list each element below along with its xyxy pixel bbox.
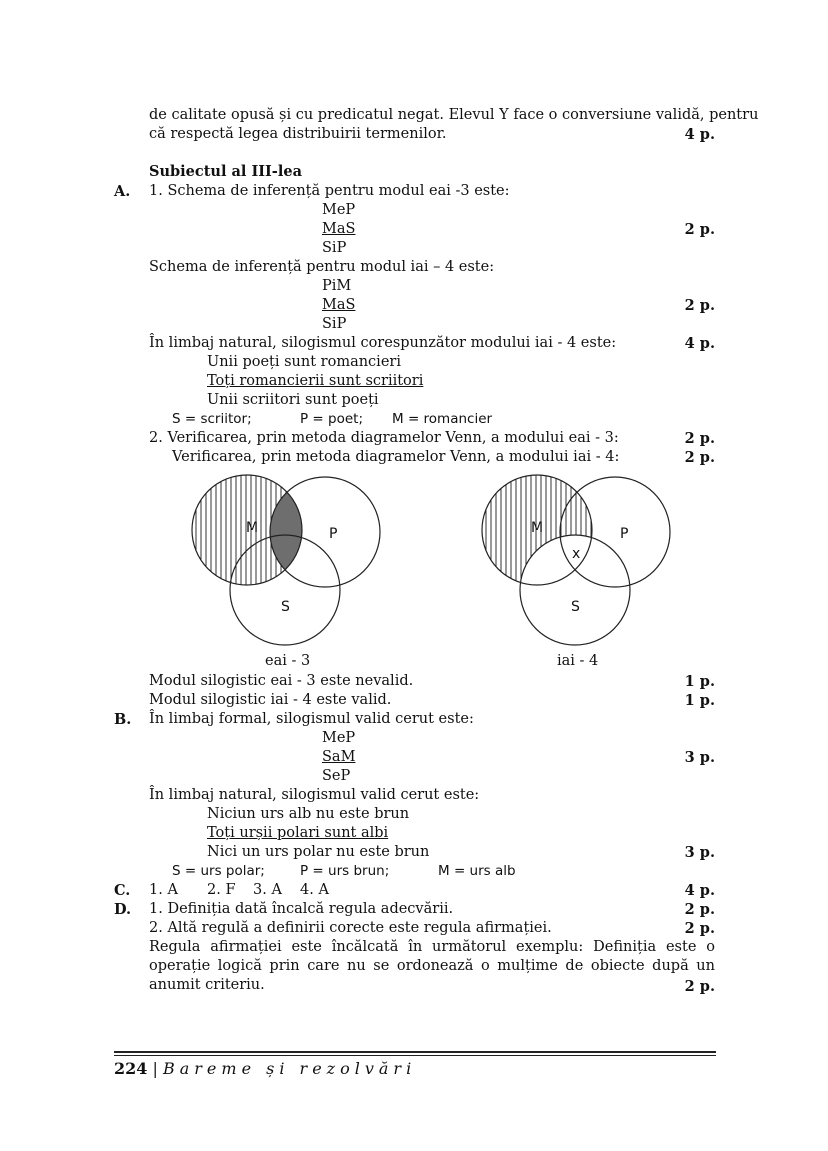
iai4-premise-major: PiM: [322, 278, 352, 294]
a-conclusion-2-points: 1 p.: [684, 692, 715, 709]
a-q2-line-1: 2. Verificarea, prin metoda diagramelor Venn, a modului eai - 3:: [149, 430, 619, 446]
b-natural-line-3: Nici un urs polar nu este brun: [207, 844, 430, 860]
label-p: P: [329, 526, 338, 542]
a-natural-intro: În limbaj natural, silogismul corespunzător modului iai - 4 este:: [149, 335, 617, 351]
d-points-1: 2 p.: [684, 901, 715, 918]
footer-title: Bareme și rezolvări: [162, 1059, 417, 1078]
b-natural-line-1: Niciun urs alb nu este brun: [207, 806, 410, 822]
b-natural-intro: În limbaj natural, silogismul valid cerut este:: [149, 787, 480, 803]
iai4-points: 2 p.: [684, 297, 715, 314]
c-answer-1: 1. A: [149, 882, 178, 898]
section-d-marker: D.: [114, 901, 132, 918]
footer-separator: |: [152, 1059, 158, 1078]
a-q2-line-2: Verificarea, prin metoda diagramelor Venn, a modului iai - 4:: [172, 449, 620, 465]
eai3-premise-minor: MaS: [322, 221, 356, 237]
venn-diagram-eai3: [190, 472, 390, 652]
b-natural-line-2: Toți urșii polari sunt albi: [207, 825, 389, 841]
intro-points: 4 p.: [684, 126, 715, 143]
eai3-conclusion: SiP: [322, 240, 347, 256]
section-b-marker: B.: [114, 711, 132, 728]
iai4-premise-minor: MaS: [322, 297, 356, 313]
existence-mark-x: x: [572, 546, 581, 562]
intro-line-1: de calitate opusă și cu predicatul negat. Elevul Y face o conversiune validă, pentru: [149, 107, 759, 123]
c-answer-3: 3. A: [253, 882, 282, 898]
a-natural-line-1: Unii poeți sunt romancieri: [207, 354, 401, 370]
a-q2-points-2: 2 p.: [684, 449, 715, 466]
b-premise-minor: SaM: [322, 749, 356, 765]
a-q2-points-1: 2 p.: [684, 430, 715, 447]
venn-caption-eai3: eai - 3: [265, 653, 311, 669]
c-points: 4 p.: [684, 882, 715, 899]
b-formal-intro: În limbaj formal, silogismul valid cerut este:: [149, 711, 474, 727]
eai3-premise-major: MeP: [322, 202, 356, 218]
label-p: P: [620, 526, 629, 542]
d-points-3: 2 p.: [684, 978, 715, 995]
footer-rule: [114, 1051, 716, 1053]
a-natural-line-2: Toți romancierii sunt scriitori: [207, 373, 424, 389]
label-s: S: [571, 599, 580, 615]
b-term-s: S = urs polar;: [172, 863, 265, 879]
a-term-s: S = scriitor;: [172, 411, 252, 427]
label-m: M: [246, 520, 259, 536]
b-scheme-points: 3 p.: [684, 749, 715, 766]
b-conclusion: SeP: [322, 768, 351, 784]
a-term-p: P = poet;: [300, 411, 364, 427]
eai3-points: 2 p.: [684, 221, 715, 238]
iai4-conclusion: SiP: [322, 316, 347, 332]
a-natural-points: 4 p.: [684, 335, 715, 352]
a-natural-line-3: Unii scriitori sunt poeți: [207, 392, 379, 408]
b-natural-points: 3 p.: [684, 844, 715, 861]
d-paragraph: Regula afirmației este încălcată în următorul exemplu: Definiția este o operație logică prin care nu se ordonează o mulțime de obiecte după un anumit criteriu.: [149, 939, 715, 993]
label-m: M: [531, 520, 544, 536]
c-answer-2: 2. F: [207, 882, 236, 898]
intro-line-2: că respectă legea distribuirii termenilor.: [149, 126, 447, 142]
a-conclusion-1-points: 1 p.: [684, 673, 715, 690]
b-premise-major: MeP: [322, 730, 356, 746]
venn-caption-iai4: iai - 4: [557, 653, 599, 669]
a-conclusion-2: Modul silogistic iai - 4 este valid.: [149, 692, 392, 708]
d-line-1: 1. Definiția dată încalcă regula adecvării.: [149, 901, 454, 917]
subject-title: Subiectul al III-lea: [149, 163, 302, 180]
c-answer-4: 4. A: [300, 882, 329, 898]
b-term-p: P = urs brun;: [300, 863, 390, 879]
a-term-m: M = romancier: [392, 411, 493, 427]
d-points-2: 2 p.: [684, 920, 715, 937]
label-s: S: [281, 599, 290, 615]
footer: [114, 1058, 416, 1080]
section-a-marker: A.: [114, 183, 131, 200]
a-conclusion-1: Modul silogistic eai - 3 este nevalid.: [149, 673, 414, 689]
section-c-marker: C.: [114, 882, 131, 899]
b-term-m: M = urs alb: [438, 863, 516, 879]
a-q1-intro: 1. Schema de inferență pentru modul eai -3 este:: [149, 183, 510, 199]
d-line-2: 2. Altă regulă a definirii corecte este regula afirmației.: [149, 920, 552, 936]
venn-diagram-iai4: [480, 472, 680, 652]
iai4-intro: Schema de inferență pentru modul iai – 4 este:: [149, 259, 495, 275]
footer-rule-thin: [114, 1055, 716, 1056]
page-number: 224: [114, 1059, 148, 1078]
